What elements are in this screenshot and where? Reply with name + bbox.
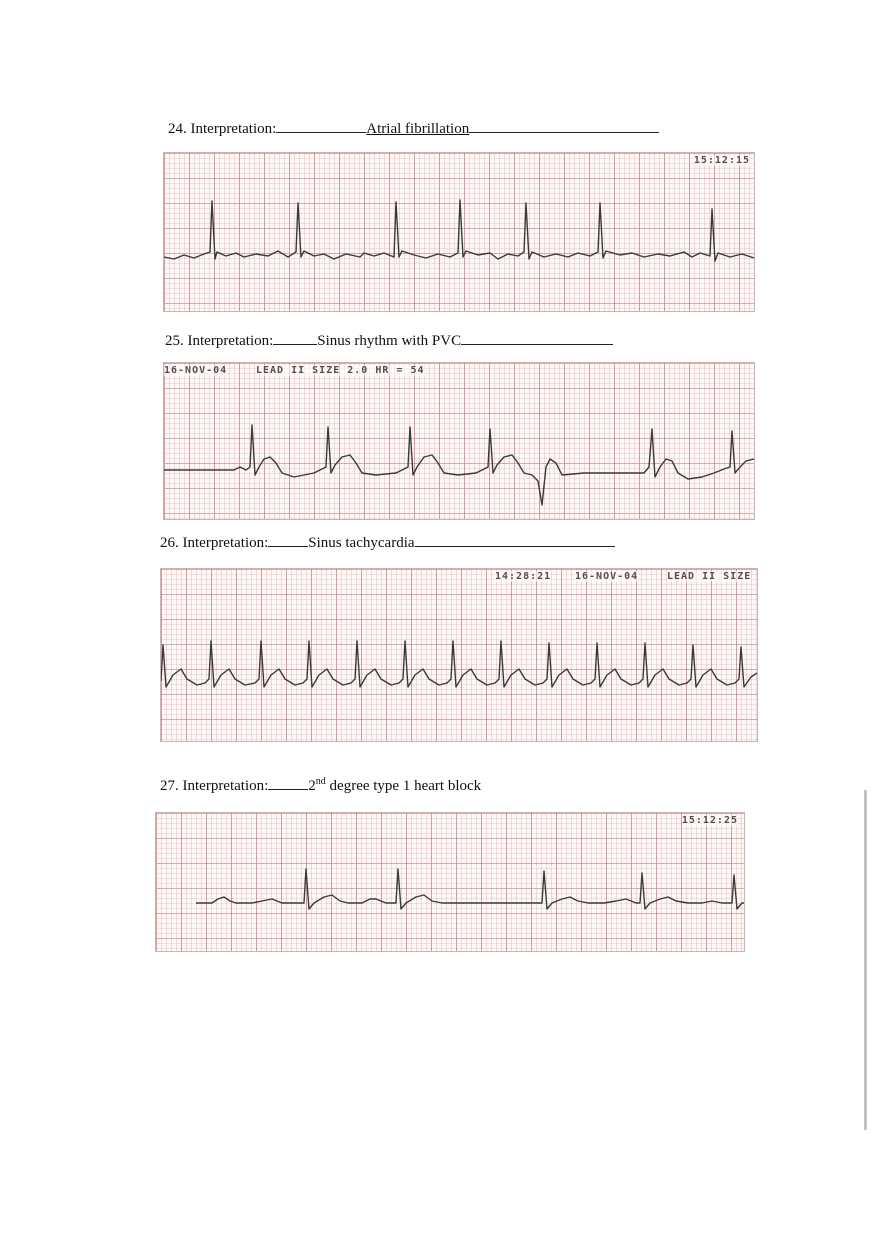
ecg-trace-26 <box>161 569 757 741</box>
ecg-strip-26 <box>160 568 758 742</box>
question-24-blank <box>276 118 366 133</box>
question-25-blank <box>273 330 317 345</box>
ecg-strip-27 <box>155 812 745 952</box>
strip-26-time: 14:28:21 <box>495 571 552 582</box>
question-26-label: 26. Interpretation: <box>160 535 269 551</box>
ecg-trace-24 <box>164 153 754 311</box>
question-27 <box>160 775 481 795</box>
question-27-answer-prefix: 2 <box>308 778 316 794</box>
question-25-label: 25. Interpretation: <box>165 333 274 349</box>
question-25-answer: Sinus rhythm with PVC <box>317 333 462 349</box>
question-26-answer: Sinus tachycardia <box>308 535 415 551</box>
question-27-answer-rest: degree type 1 heart block <box>325 778 482 794</box>
question-25 <box>165 330 613 350</box>
question-24-label: 24. Interpretation: <box>168 121 277 137</box>
question-25-trailing-blank <box>461 330 613 345</box>
ecg-trace-25 <box>164 363 754 519</box>
question-24-answer: Atrial fibrillation <box>366 121 470 137</box>
ecg-strip-25 <box>163 362 755 520</box>
scan-edge-shadow <box>864 790 867 1130</box>
strip-26-lead-info: LEAD II SIZE <box>667 571 752 582</box>
question-27-label: 27. Interpretation: <box>160 778 269 794</box>
question-27-blank <box>268 775 308 790</box>
question-24 <box>168 118 659 138</box>
strip-24-time: 15:12:15 <box>693 155 750 166</box>
question-26 <box>160 532 615 552</box>
question-27-answer-superscript: nd <box>315 776 326 787</box>
question-26-blank <box>268 532 308 547</box>
question-27-answer <box>308 778 481 795</box>
ecg-strip-24 <box>163 152 755 312</box>
question-24-trailing-blank <box>469 118 659 133</box>
ecg-trace-27 <box>156 813 744 951</box>
strip-27-time: 15:12:25 <box>681 815 738 826</box>
strip-26-date: 16-NOV-04 <box>575 571 639 582</box>
question-26-trailing-blank <box>415 532 615 547</box>
strip-25-date: 16-NOV-04 <box>164 365 228 376</box>
strip-25-lead-info: LEAD II SIZE 2.0 HR = 54 <box>256 365 425 376</box>
